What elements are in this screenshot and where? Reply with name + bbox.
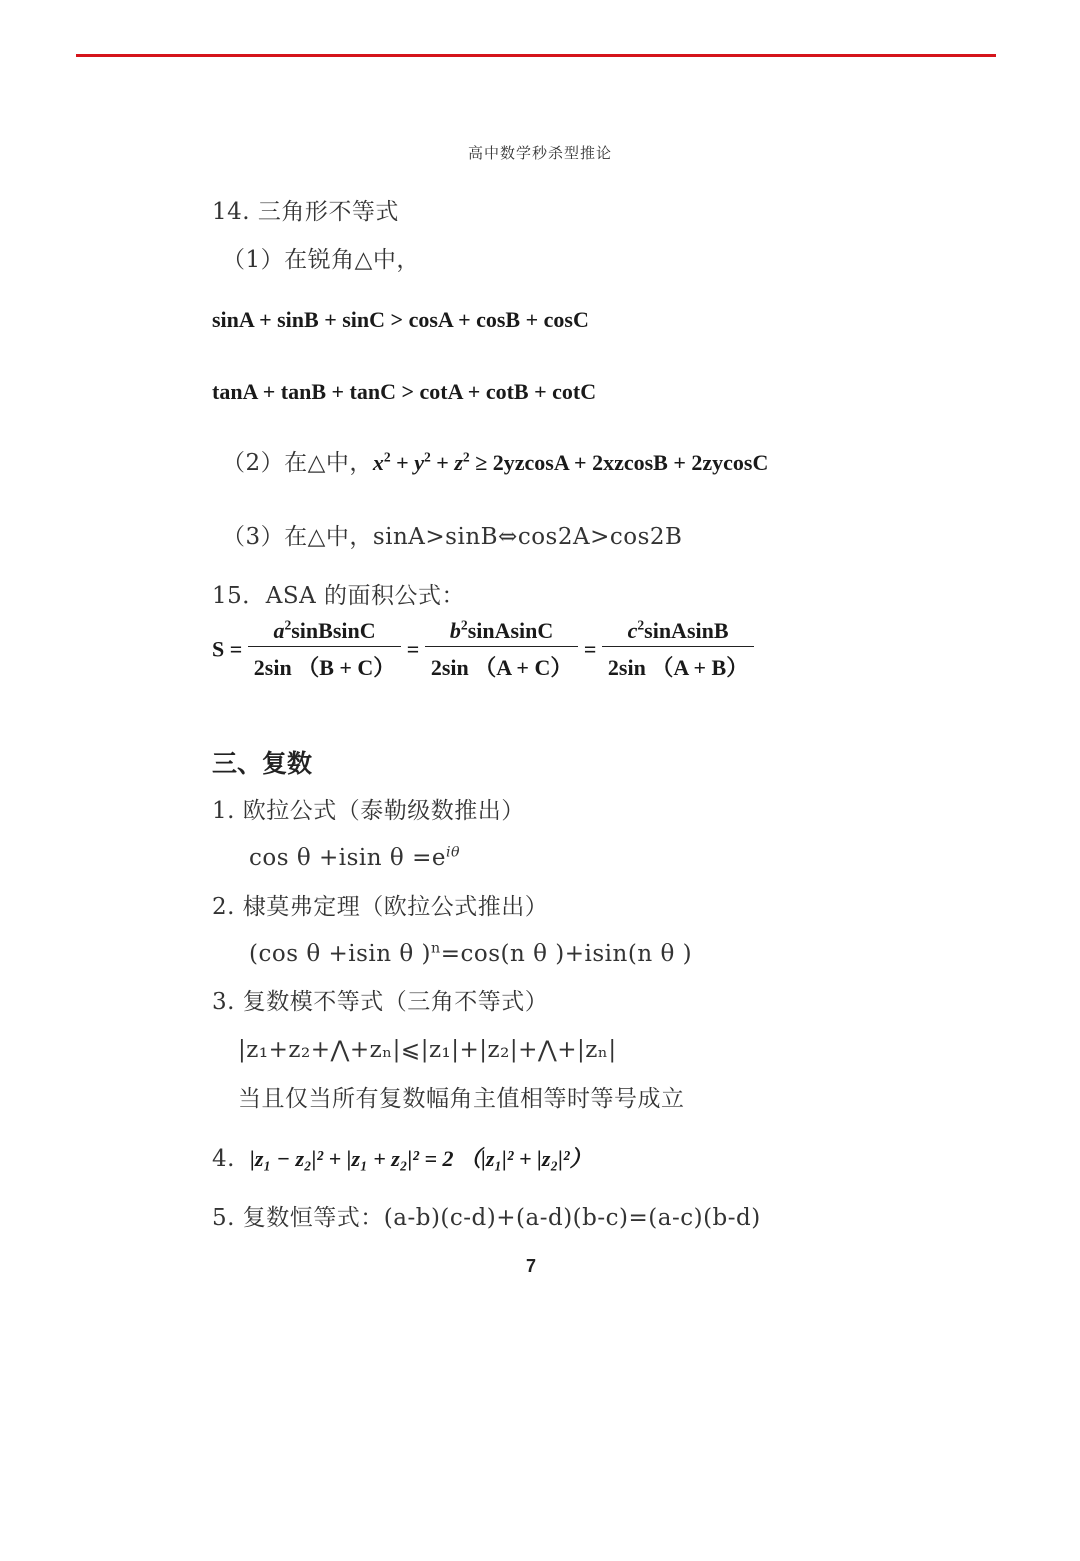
complex-item-5-identity: (a-b)(c-d)+(a-d)(b-c)=(a-c)(b-d) bbox=[383, 1205, 761, 1231]
complex-item-2-title: 2. 棣莫弗定理（欧拉公式推出） bbox=[212, 894, 549, 920]
complex-item-5: 5. 复数恒等式：(a-b)(c-d)+(a-d)(b-c)=(a-c)(b-d) bbox=[212, 1205, 761, 1231]
fraction-c: $\frac{c^2sinAsinB}{2\sin (A + B)}$ bbox=[602, 620, 754, 679]
item-14-part2 bbox=[222, 449, 769, 476]
item-14-part1-label: （1）在锐角△中， bbox=[222, 247, 420, 273]
fraction-b: $\frac{b^2sinAsinC}{2\sin (A + C)}$ bbox=[425, 620, 579, 679]
item-14-title: 14. 三角形不等式 bbox=[212, 199, 399, 225]
complex-item-4-parallelogram-identity: |z₁ − z₂|² + |z₁ + z₂|² = 2 （|z₁|² + |z₂|²） bbox=[250, 1146, 592, 1171]
complex-item-2-de-moivre-formula: (cos θ +isin θ )$^n$=cos(n θ )+isin(n θ ) bbox=[249, 940, 693, 967]
fraction-a: $\frac{a^2sinBsinC}{2\sin (B + C)}$ bbox=[248, 620, 402, 679]
item-15-area-formula: S = $\frac{a^2sinBsinC}{2\sin (B + C)}$ = $\frac{b^2sinAsinC}{2\sin (A + C)}$ = $\frac{c^2sinAsinB}{2\sin (A + B)}$ bbox=[212, 620, 754, 679]
header-rule bbox=[76, 54, 996, 57]
item-14-inequality-tan-cot: tanA + tanB + tanC > cotA + cotB + cotC bbox=[212, 379, 597, 404]
complex-item-3-note: 当且仅当所有复数幅角主值相等时等号成立 bbox=[238, 1086, 685, 1112]
complex-item-1-title: 1. 欧拉公式（泰勒级数推出） bbox=[212, 798, 525, 824]
item-15-title: 15．ASA 的面积公式： bbox=[212, 583, 466, 609]
item-14-part2-label: （2）在△中， bbox=[222, 450, 373, 476]
item-14-inequality-sin-cos: sinA + sinB + sinC > cosA + cosB + cosC bbox=[212, 307, 589, 332]
page-number: 7 bbox=[525, 1256, 536, 1276]
complex-item-3-modulus-inequality: |z₁+z₂+⋀+zₙ|⩽|z₁|+|z₂|+⋀+|zₙ| bbox=[238, 1037, 617, 1063]
complex-item-4 bbox=[212, 1148, 592, 1171]
item-14-part2-formula: $x^2 + y^2 + z^2 \ge 2yzcosA + 2xzcosB + 2zycosC$ bbox=[372, 449, 769, 475]
page-header-title: 高中数学秒杀型推论 bbox=[467, 144, 612, 162]
complex-item-1-euler-formula: cos θ +isin $\theta =e^{i\theta}$ bbox=[249, 844, 461, 871]
complex-item-4-number: 4. bbox=[212, 1146, 235, 1172]
section-complex-title: 三、复数 bbox=[212, 749, 313, 778]
complex-item-3-title: 3. 复数模不等式（三角不等式） bbox=[212, 989, 549, 1015]
item-14-part3: （3）在△中，sinA>sinB⇔cos2A>cos2B bbox=[222, 524, 683, 550]
